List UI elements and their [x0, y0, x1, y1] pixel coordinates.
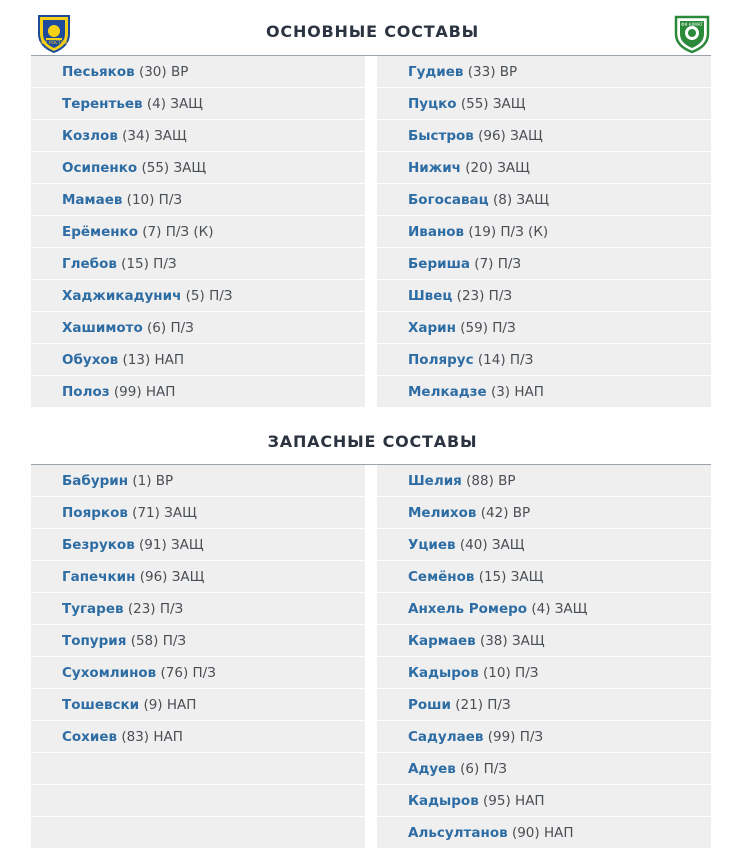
player-row: [377, 56, 711, 88]
player-row: [377, 344, 711, 376]
player-number-position: (34) ЗАЩ: [117, 128, 187, 144]
player-row: [377, 184, 711, 216]
player-row: [31, 152, 365, 184]
player-row: [31, 280, 365, 312]
player-name-link[interactable]: Гапечкин: [62, 569, 136, 585]
player-row: [377, 593, 711, 625]
player-name-link[interactable]: Полоз: [62, 384, 110, 400]
player-number-position: (30) ВР: [134, 64, 189, 80]
player-name-link[interactable]: Пуцко: [408, 96, 457, 112]
player-name-link[interactable]: Тошевски: [62, 697, 140, 713]
player-number-position: (8) ЗАЩ: [488, 192, 550, 208]
player-name-link[interactable]: Мелкадзе: [408, 384, 487, 400]
player-name-link[interactable]: Уциев: [408, 537, 456, 553]
player-row: [377, 465, 711, 497]
away-substitutes-list: [377, 465, 711, 849]
player-row: [377, 625, 711, 657]
player-name-link[interactable]: Хашимото: [62, 320, 143, 336]
player-row: [377, 817, 711, 849]
player-name-link[interactable]: Швец: [408, 288, 453, 304]
player-number-position: (7) П/З: [470, 256, 522, 272]
player-number-position: (6) П/З: [142, 320, 194, 336]
player-number-position: (23) П/З: [123, 601, 184, 617]
player-row: [31, 184, 365, 216]
player-row: [377, 785, 711, 817]
player-name-link[interactable]: Безруков: [62, 537, 135, 553]
player-number-position: (6) П/З: [455, 761, 507, 777]
player-name-link[interactable]: Козлов: [62, 128, 118, 144]
player-row: [377, 376, 711, 408]
player-number-position: (14) П/З: [473, 352, 534, 368]
player-number-position: (96) ЗАЩ: [473, 128, 543, 144]
player-row: [31, 753, 365, 785]
player-number-position: (4) ЗАЩ: [142, 96, 203, 112]
player-number-position: (7) П/З (К): [138, 224, 214, 240]
player-name-link[interactable]: Адуев: [408, 761, 456, 777]
player-number-position: (38) ЗАЩ: [475, 633, 545, 649]
player-row: [31, 56, 365, 88]
player-number-position: (59) П/З: [455, 320, 516, 336]
player-name-link[interactable]: Обухов: [62, 352, 119, 368]
player-row: [377, 721, 711, 753]
player-row: [377, 497, 711, 529]
player-row: [31, 593, 365, 625]
player-number-position: (10) П/З: [122, 192, 183, 208]
player-name-link[interactable]: Кадыров: [408, 793, 479, 809]
player-row: [377, 280, 711, 312]
away-starting-list: [377, 56, 711, 408]
player-name-link[interactable]: Иванов: [408, 224, 465, 240]
player-number-position: (55) ЗАЩ: [137, 160, 207, 176]
player-name-link[interactable]: Быстров: [408, 128, 474, 144]
player-number-position: (42) ВР: [476, 505, 531, 521]
substitutes-heading: ЗАПАСНЫЕ СОСТАВЫ: [267, 432, 478, 451]
player-number-position: (21) П/З: [450, 697, 511, 713]
player-name-link[interactable]: Семёнов: [408, 569, 475, 585]
player-number-position: (9) НАП: [139, 697, 197, 713]
player-number-position: (33) ВР: [463, 64, 518, 80]
player-number-position: (96) ЗАЩ: [135, 569, 205, 585]
player-number-position: (76) П/З: [156, 665, 216, 681]
player-row: [377, 689, 711, 721]
player-row: [31, 561, 365, 593]
starting-lineups-heading: ОСНОВНЫЕ СОСТАВЫ: [266, 22, 479, 41]
player-name-link[interactable]: Садулаев: [408, 729, 484, 745]
player-row: [377, 529, 711, 561]
player-row: [31, 625, 365, 657]
player-row: [377, 88, 711, 120]
player-name-link[interactable]: Полярус: [408, 352, 474, 368]
player-name-link[interactable]: Сохиев: [62, 729, 118, 745]
player-name-link[interactable]: Мамаев: [62, 192, 123, 208]
player-number-position: (90) НАП: [507, 825, 574, 841]
home-substitutes-list: [31, 465, 365, 849]
player-row: [31, 785, 365, 817]
player-row: [377, 152, 711, 184]
player-row: [377, 248, 711, 280]
player-row: [31, 465, 365, 497]
svg-text:ФК АХМАТ: ФК АХМАТ: [681, 22, 703, 27]
player-number-position: (91) ЗАЩ: [134, 537, 204, 553]
player-row: [377, 312, 711, 344]
player-row: [377, 120, 711, 152]
player-number-position: (5) П/З: [181, 288, 233, 304]
player-row: [31, 529, 365, 561]
player-row: [31, 312, 365, 344]
player-row: [31, 248, 365, 280]
player-number-position: (99) НАП: [109, 384, 176, 400]
player-row: [31, 344, 365, 376]
player-name-link[interactable]: Мелихов: [408, 505, 477, 521]
player-row: [377, 561, 711, 593]
player-row: [31, 721, 365, 753]
player-name-link[interactable]: Харин: [408, 320, 456, 336]
player-name-link[interactable]: Осипенко: [62, 160, 138, 176]
player-number-position: (58) П/З: [126, 633, 187, 649]
player-row: [31, 120, 365, 152]
player-number-position: (13) НАП: [118, 352, 185, 368]
player-number-position: (95) НАП: [478, 793, 545, 809]
player-name-link[interactable]: Хаджикадунич: [62, 288, 182, 304]
player-name-link[interactable]: Анхель Ромеро: [408, 601, 528, 617]
player-name-link[interactable]: Бабурин: [62, 473, 129, 489]
player-name-link[interactable]: Альсултанов: [408, 825, 508, 841]
player-name-link[interactable]: Песьяков: [62, 64, 135, 80]
player-name-link[interactable]: Шелия: [408, 473, 462, 489]
player-number-position: (15) ЗАЩ: [474, 569, 544, 585]
player-row: [31, 657, 365, 689]
player-row: [31, 689, 365, 721]
player-number-position: (15) П/З: [116, 256, 177, 272]
player-name-link[interactable]: Нижич: [408, 160, 461, 176]
player-name-link[interactable]: Кадыров: [408, 665, 479, 681]
player-number-position: (83) НАП: [117, 729, 183, 745]
player-number-position: (4) ЗАЩ: [527, 601, 588, 617]
player-number-position: (99) П/З: [483, 729, 544, 745]
player-name-link[interactable]: Глебов: [62, 256, 117, 272]
player-name-link[interactable]: Роши: [408, 697, 451, 713]
player-name-link[interactable]: Бериша: [408, 256, 471, 272]
player-name-link[interactable]: Гудиев: [408, 64, 464, 80]
player-row: [377, 657, 711, 689]
player-number-position: (20) ЗАЩ: [460, 160, 530, 176]
player-name-link[interactable]: Поярков: [62, 505, 128, 521]
player-number-position: (88) ВР: [461, 473, 516, 489]
player-number-position: (71) ЗАЩ: [127, 505, 197, 521]
player-name-link[interactable]: Топурия: [62, 633, 127, 649]
player-name-link[interactable]: Кармаев: [408, 633, 476, 649]
player-number-position: (1) ВР: [128, 473, 174, 489]
player-number-position: (40) ЗАЩ: [455, 537, 525, 553]
player-number-position: (3) НАП: [486, 384, 544, 400]
player-row: [31, 497, 365, 529]
player-number-position: (10) П/З: [478, 665, 539, 681]
player-name-link[interactable]: Ерёменко: [62, 224, 138, 240]
svg-text:ФК РОСТОВ: ФК РОСТОВ: [40, 41, 68, 46]
player-number-position: (55) ЗАЩ: [456, 96, 526, 112]
player-name-link[interactable]: Терентьев: [62, 96, 143, 112]
player-row: [31, 88, 365, 120]
player-name-link[interactable]: Тугарев: [62, 601, 124, 617]
home-starting-list: [31, 56, 365, 408]
player-number-position: (23) П/З: [452, 288, 513, 304]
player-row: [377, 216, 711, 248]
player-row: [31, 817, 365, 849]
player-number-position: (19) П/З (К): [464, 224, 549, 240]
player-name-link[interactable]: Богосавац: [408, 192, 489, 208]
player-row: [31, 376, 365, 408]
player-row: [31, 216, 365, 248]
player-row: [377, 753, 711, 785]
player-name-link[interactable]: Сухомлинов: [62, 665, 157, 681]
